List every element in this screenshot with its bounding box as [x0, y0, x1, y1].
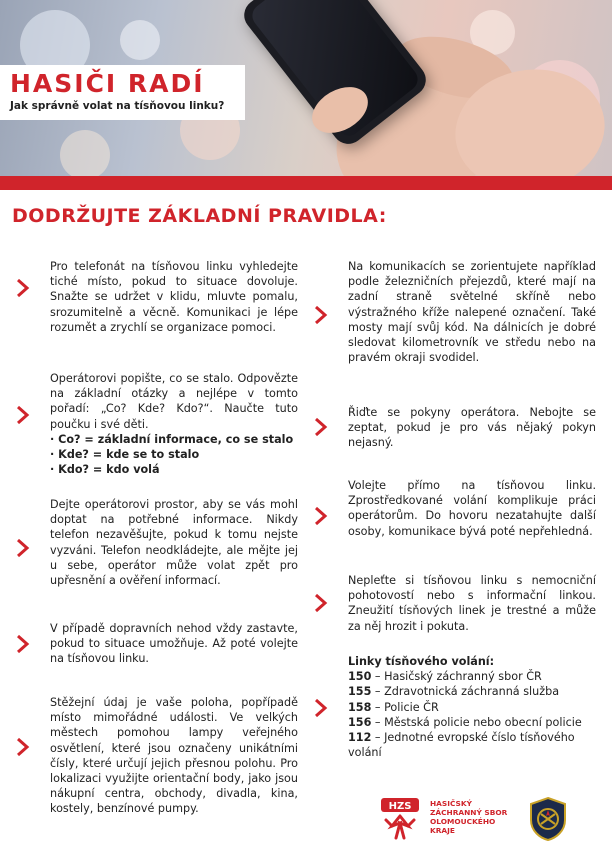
line-number: 156	[348, 715, 372, 729]
chevron-right-icon	[14, 736, 36, 758]
line-number: 158	[348, 700, 372, 714]
chevron-right-icon	[312, 416, 334, 438]
rule-text: Řiďte se pokyny operátora. Nebojte se zeptat, pokud je pro vás nějaký pokyn nejasný.	[348, 406, 596, 450]
rule-text: Operátorovi popište, co se stalo. Odpovězte na základní otázky a nejlépe v tomto pořadí: „Co? Kde? Kdo?“. Naučte tuto poučku i své děti.	[50, 372, 298, 431]
emergency-lines-title: Linky tísňového volání:	[348, 655, 495, 668]
org-line: ZÁCHRANNÝ SBOR	[430, 808, 508, 817]
red-divider-bar	[0, 176, 612, 190]
section-heading: DODRŽUJTE ZÁKLADNÍ PRAVIDLA:	[12, 205, 387, 227]
rule-location	[50, 695, 298, 817]
hzs-logo-icon	[376, 796, 424, 842]
org-line: OLOMOUCKÉHO	[430, 817, 496, 826]
rule-text: Dejte operátorovi prostor, aby se vás mohl doptat na potřebné informace. Nikdy telefon nezavěšujte, pokud k tomu nejste vyzváni. Telefon neodkládejte, ale mějte jej u sebe, operátor může volat zpět pro upřesnění a ověření informací.	[50, 498, 298, 588]
line-150	[348, 669, 598, 684]
line-number: 150	[348, 670, 372, 684]
chevron-right-icon	[14, 277, 36, 299]
rule-bullet-co: · Co? = základní informace, co se stalo	[50, 432, 294, 446]
org-line: HASIČSKÝ	[430, 799, 472, 808]
line-number: 155	[348, 685, 372, 699]
line-label: – Policie ČR	[371, 700, 439, 714]
rule-dont-confuse	[348, 573, 596, 634]
chevron-right-icon	[14, 633, 36, 655]
rule-text: V případě dopravních nehod vždy zastavte, pokud to situace umožňuje. Až poté volejte na tísňovou linku.	[50, 622, 298, 666]
rule-follow-operator	[348, 405, 596, 451]
line-155	[348, 684, 598, 699]
line-156	[348, 715, 598, 730]
line-112	[348, 730, 598, 760]
hzs-organization-name	[430, 799, 507, 835]
rule-give-space	[50, 497, 298, 588]
rule-traffic-accident	[50, 621, 298, 667]
rule-bullet-kde: · Kde? = kde se to stalo	[50, 448, 200, 462]
rule-call-directly	[348, 478, 596, 539]
rule-text: Pro telefonát na tísňovou linku vyhledejte tiché místo, pokud to situace dovoluje. Snažte se udržet v klidu, mluvte pomalu, srozumitelně a věcně. Komunikaci je lépe rozumět a zrychlí se organizace pomoci.	[50, 260, 298, 334]
line-label: – Zdravotnická záchranná služba	[371, 685, 560, 699]
rule-bullet-kdo: · Kdo? = kdo volá	[50, 463, 160, 477]
line-number: 112	[348, 731, 372, 745]
hzs-logo-text: HZS	[388, 801, 412, 812]
line-label: – Městská policie nebo obecní policie	[371, 715, 582, 729]
page-subtitle: Jak správně volat na tísňovou linku?	[10, 100, 225, 112]
title-box	[0, 65, 245, 120]
org-line: KRAJE	[430, 826, 455, 835]
chevron-right-icon	[312, 505, 334, 527]
rule-text: Volejte přímo na tísňovou linku. Zprostředkované volání komplikuje práci operátorům. Do hovoru nezatahujte další osoby, komunikace bývá poté nepřehledná.	[348, 479, 596, 538]
fire-rescue-emblem-icon	[528, 796, 568, 842]
chevron-right-icon	[312, 697, 334, 719]
chevron-right-icon	[14, 404, 36, 426]
chevron-right-icon	[14, 537, 36, 559]
rule-text: Na komunikacích se zorientujete například podle železničních přejezdů, které mají na zadní straně světelné skříně nebo výstražného kříže nalepené označení. Také mosty mají svůj kód. Na dálnicích je dobré sledovat kilometrovník ve středu nebo na pravém okraji svodidel.	[348, 260, 596, 365]
rule-text: Stěžejní údaj je vaše poloha, popřípadě místo mimořádné události. Ve velkých městech pomohou lampy veřejného osvětlení, které jsou označeny unikátními čísly, které určují jejich přesnou polohu. Pro lokalizaci využijte orientační body, jako jsou nákupní centra, obchody, divadla, kina, kostely, benzínové pumpy.	[50, 696, 298, 816]
chevron-right-icon	[312, 304, 334, 326]
line-label: – Hasičský záchranný sbor ČR	[371, 670, 542, 684]
chevron-right-icon	[312, 592, 334, 614]
rule-text: Nepleťte si tísňovou linku s nemocniční pohotovostí nebo s informační linkou. Zneužití tísňových linek je trestné a může za něj hrozit i pokuta.	[348, 574, 596, 633]
line-label: – Jednotné evropské číslo tísňového volání	[348, 731, 575, 760]
line-158	[348, 700, 598, 715]
emergency-lines	[348, 654, 598, 760]
rule-orientation	[348, 259, 596, 365]
rule-describe-event	[50, 371, 298, 477]
rule-quiet-place	[50, 259, 298, 335]
page-title: HASIČI RADÍ	[10, 69, 205, 98]
